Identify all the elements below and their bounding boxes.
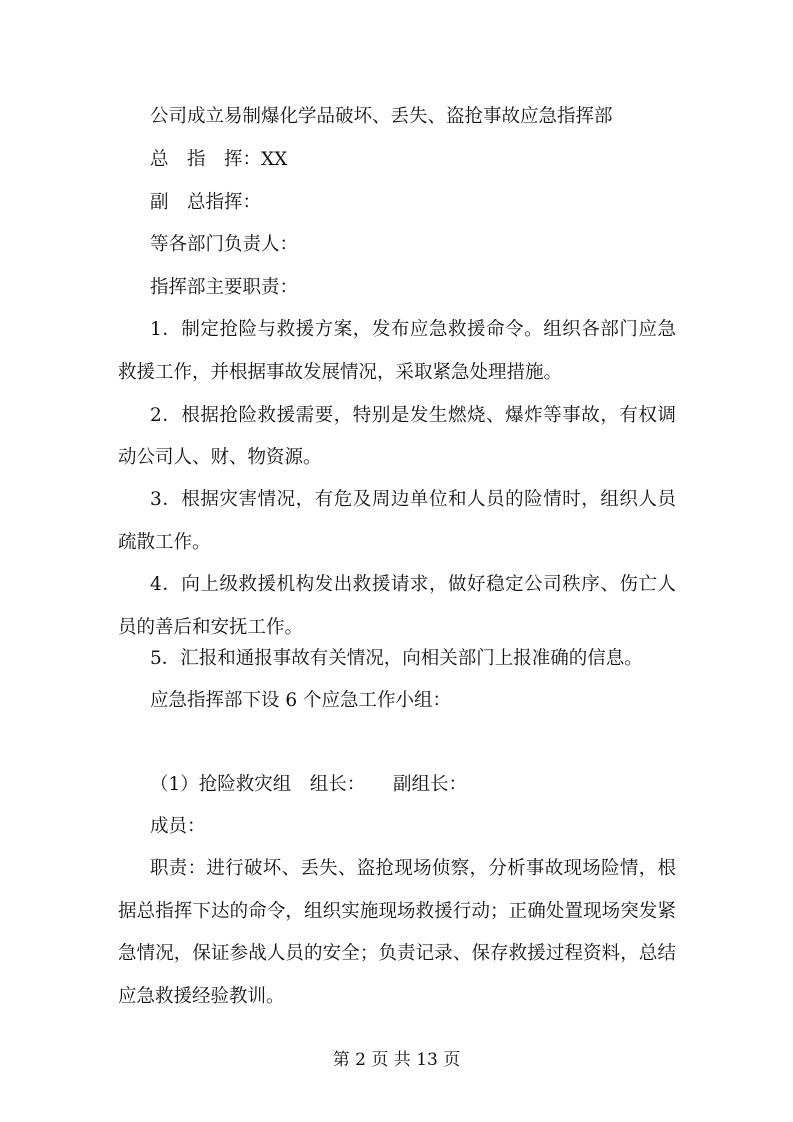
duty-3-line-2: 疏散工作。 — [118, 532, 211, 553]
group-1-members: 成员： — [150, 816, 206, 837]
group-1-duty-line-2: 据总指挥下达的命令，组织实施现场救援行动；正确处置现场突发紧 — [118, 901, 676, 922]
duty-1-line-1: 1．制定抢险与救援方案，发布应急救援命令。组织各部门应急 — [150, 319, 676, 340]
group-1-duty-line-4: 应急救援经验教训。 — [118, 986, 285, 1007]
document-title: 公司成立易制爆化学品破坏、丢失、盗抢事故应急指挥部 — [150, 106, 613, 127]
department-heads-line: 等各部门负责人： — [150, 234, 299, 255]
commander-line: 总 指 挥：XX — [150, 149, 288, 170]
duty-5-line: 5．汇报和通报事故有关情况，向相关部门上报准确的信息。 — [150, 648, 643, 669]
group-1-heading: （1）抢险救灾组 组长： 副组长： — [150, 774, 468, 795]
duty-3-line-1: 3．根据灾害情况，有危及周边单位和人员的险情时，组织人员 — [150, 489, 676, 510]
groups-intro: 应急指挥部下设 6 个应急工作小组： — [150, 690, 452, 711]
group-1-duty-line-3: 急情况，保证参战人员的安全；负责记录、保存救援过程资料，总结 — [118, 943, 676, 964]
group-1-duty-line-1: 职责：进行破坏、丢失、盗抢现场侦察，分析事故现场险情，根 — [150, 858, 676, 879]
duty-4-line-2: 员的善后和安抚工作。 — [118, 617, 304, 638]
duty-2-line-2: 动公司人、财、物资源。 — [118, 447, 322, 468]
duty-2-line-1: 2．根据抢险救援需要，特别是发生燃烧、爆炸等事故，有权调 — [150, 405, 676, 426]
deputy-commander-line: 副 总指挥： — [150, 192, 262, 213]
duties-heading: 指挥部主要职责： — [150, 277, 299, 298]
duty-1-line-2: 救援工作，并根据事故发展情况，采取紧急处理措施。 — [118, 362, 563, 383]
page-number-footer: 第 2 页 共 13 页 — [332, 1050, 461, 1070]
duty-4-line-1: 4．向上级救援机构发出救援请求，做好稳定公司秩序、伤亡人 — [150, 574, 676, 595]
